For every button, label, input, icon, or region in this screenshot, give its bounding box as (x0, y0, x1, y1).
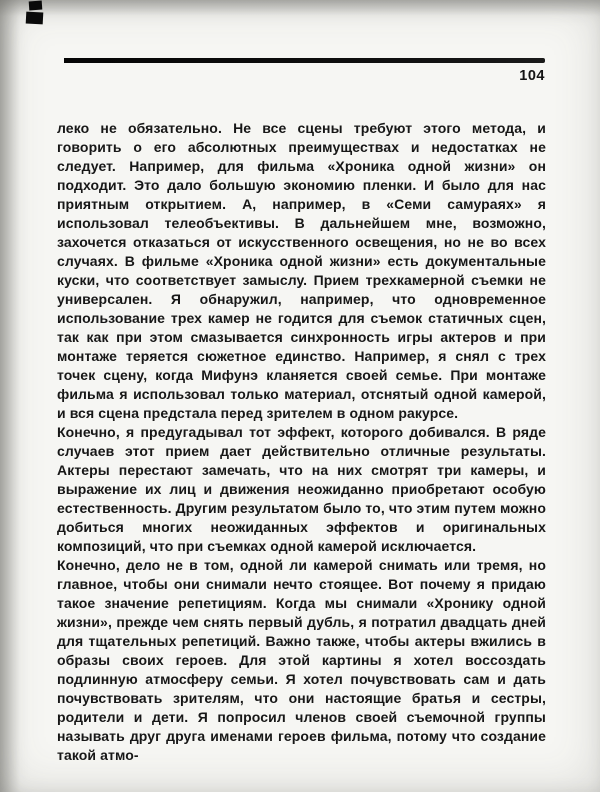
body-text (57, 119, 546, 765)
body-paragraph: Конечно, дело не в том, одной ли камерой снимать или тремя, но главное, чтобы они снимали нечто стоящее. Вот почему я придаю такое значение репетициям. Когда мы снимали «Хронику одной жизни», прежде чем снять первый дубль, я потратил двадцать дней для тщательных репетиций. Важно также, чтобы актеры вжились в образы своих героев. Для этой картины я хотел воссоздать подлинную атмосферу семьи. Я хотел почувствовать сам и дать почувствовать зрителям, что они настоящие братья и сестры, родители и дети. Я попросил членов своей съемочной группы называть друг друга именами героев фильма, потому что создание такой атмо- (57, 557, 546, 763)
page-number: 104 (519, 68, 545, 84)
body-paragraph: леко не обязательно. Не все сцены требуют этого метода, и говорить о его абсолютных преимуществах и недостатках не следует. Например, для фильма «Хроника одной жизни» он подходит. Это дало большую экономию пленки. И было для нас приятным открытием. А, например, в «Семи самураях» я использовал телеобъективы. В дальнейшем мне, возможно, захочется отказаться от искусственного освещения, но не во всех случаях. В фильме «Хроника одной жизни» есть документальные куски, что соответствует замыслу. Прием трехкамерной съемки не универсален. Я обнаружил, например, что одновременное использование трех камер не годится для съемок статичных сцен, так как при этом смазывается синхронность игры актеров и при монтаже теряется сюжетное единство. Например, я снял с трех точек сцену, когда Мифунэ кланяется своей семье. При монтаже фильма я использовал только материал, отснятый одной камерой, и вся сцена предстала перед зрителем в одном ракурсе. (57, 120, 546, 421)
scan-artifact (29, 1, 43, 11)
scan-shadow-left (0, 0, 20, 792)
scan-shadow-top (0, 0, 600, 16)
header-rule (64, 58, 545, 63)
scan-artifact (26, 12, 44, 25)
body-paragraph: Конечно, я предугадывал тот эффект, которого добивался. В ряде случаев этот прием дает действительно отличные результаты. Актеры перестают замечать, что на них смотрят три камеры, и выражение их лиц и движения неожиданно приобретают особую естественность. Другим результатом было то, что этим путем можно добиться многих неожиданных эффектов и оригинальных композиций, что при съемках одной камерой исключается. (57, 424, 546, 554)
